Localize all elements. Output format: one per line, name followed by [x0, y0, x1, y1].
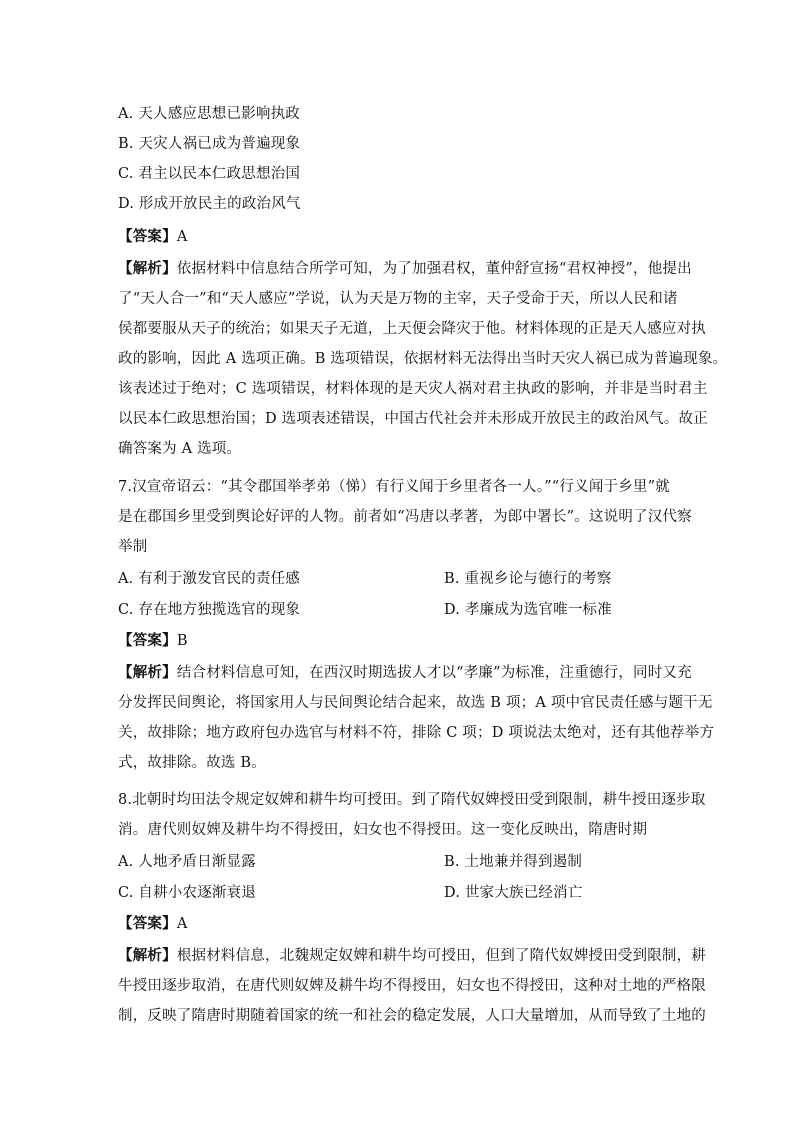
q7-option-a: A. 有利于激发官民的责任感 [118, 571, 300, 587]
q6-option-b: B. 天灾人祸已成为普遍现象 [118, 136, 301, 152]
q7-analysis-line-4: 式，故排除。故选 B。 [118, 755, 266, 771]
q6-analysis-line-4: 政的影响，因此 A 选项正确。B 选项错误，依据材料无法得出当时天灾人祸已成为普遍现象。 [118, 351, 728, 367]
q6-analysis-line-2: 了“天人合一”和“天人感应”学说，认为天是万物的主宰，天子受命于天，所以人民和诸 [118, 291, 678, 307]
analysis-text: 结合材料信息可知，在西汉时期选拔人才以“孝廉”为标准，注重德行，同时又充 [176, 665, 692, 681]
q6-answer [118, 227, 690, 247]
q8-stem-line-2: 消。唐代则奴婢及耕牛均不得授田，妇女也不得授田。这一变化反映出，隋唐时期 [118, 822, 648, 838]
q7-answer [118, 631, 690, 651]
q8-analysis-line-2: 牛授田逐步取消，在唐代则奴婢及耕牛均不得授田，妇女也不得授田，这种对土地的严格限 [118, 978, 706, 994]
q6-analysis-line-6: 以民本仁政思想治国；D 选项表述错误，中国古代社会并未形成开放民主的政治风气。故正 [118, 411, 708, 427]
q6-analysis-line-1 [118, 259, 690, 279]
answer-label: 【答案】 [118, 228, 177, 245]
q6-option-d: D. 形成开放民主的政治风气 [118, 196, 301, 212]
q8-analysis-line-3: 制，反映了隋唐时期随着国家的统一和社会的稳定发展，人口大量增加，从而导致了土地的 [118, 1008, 706, 1024]
q8-option-c: C. 自耕小农逐渐衰退 [118, 885, 256, 901]
analysis-label: 【解析】 [118, 947, 177, 964]
q7-analysis-line-2: 分发挥民间舆论，将国家用人与民间舆论结合起来，故选 B 项；A 项中官民责任感与题干无 [118, 695, 713, 711]
analysis-label: 【解析】 [118, 664, 177, 681]
q6-analysis-line-5: 该表述过于绝对；C 选项错误，材料体现的是天灾人祸对君主执政的影响，并非是当时君主 [118, 381, 708, 397]
q6-option-c: C. 君主以民本仁政思想治国 [118, 166, 301, 182]
analysis-text: 依据材料中信息结合所学可知，为了加强君权，董仲舒宣扬“君权神授”，他提出 [176, 261, 692, 277]
q7-analysis-line-1 [118, 663, 690, 683]
answer-label: 【答案】 [118, 915, 177, 932]
q8-answer [118, 914, 690, 934]
answer-value: A [176, 229, 188, 245]
q8-option-a: A. 人地矛盾日渐显露 [118, 854, 256, 870]
q8-option-d: D. 世家大族已经消亡 [444, 885, 583, 901]
answer-label: 【答案】 [118, 632, 177, 649]
analysis-label: 【解析】 [118, 260, 177, 277]
answer-value: A [176, 916, 188, 932]
q8-analysis-line-1 [118, 946, 707, 966]
q7-stem-line-3: 举制 [118, 539, 148, 555]
q8-stem-line-1: 8.北朝时均田法令规定奴婢和耕牛均可授田。到了隋代奴婢授田受到限制，耕牛授田逐步取 [118, 792, 706, 808]
answer-value: B [176, 633, 188, 649]
q8-option-b: B. 土地兼并得到遏制 [444, 854, 583, 870]
q7-analysis-line-3: 关，故排除；地方政府包办选官与材料不符，排除 C 项；D 项说法太绝对，还有其他荐举方 [118, 725, 715, 741]
q6-option-a: A. 天人感应思想已影响执政 [118, 106, 300, 122]
q7-option-d: D. 孝廉成为选官唯一标准 [444, 602, 612, 618]
analysis-text: 根据材料信息，北魏规定奴婢和耕牛均可授田，但到了隋代奴婢授田受到限制，耕 [176, 948, 707, 964]
q7-stem-line-1: 7.汉宣帝诏云：“其令郡国举孝弟（悌）有行义闻于乡里者各一人。”“行义闻于乡里”就 [118, 479, 670, 495]
q6-analysis-line-3: 侯都要服从天子的统治；如果天子无道，上天便会降灾于他。材料体现的正是天人感应对执 [118, 321, 706, 337]
q6-analysis-line-7: 确答案为 A 选项。 [118, 441, 242, 457]
q7-option-c: C. 存在地方独揽选官的现象 [118, 602, 301, 618]
q7-stem-line-2: 是在郡国乡里受到舆论好评的人物。前者如“冯唐以孝著，为郎中署长”。这说明了汉代察 [118, 509, 692, 525]
q7-option-b: B. 重视乡论与德行的考察 [444, 571, 612, 587]
